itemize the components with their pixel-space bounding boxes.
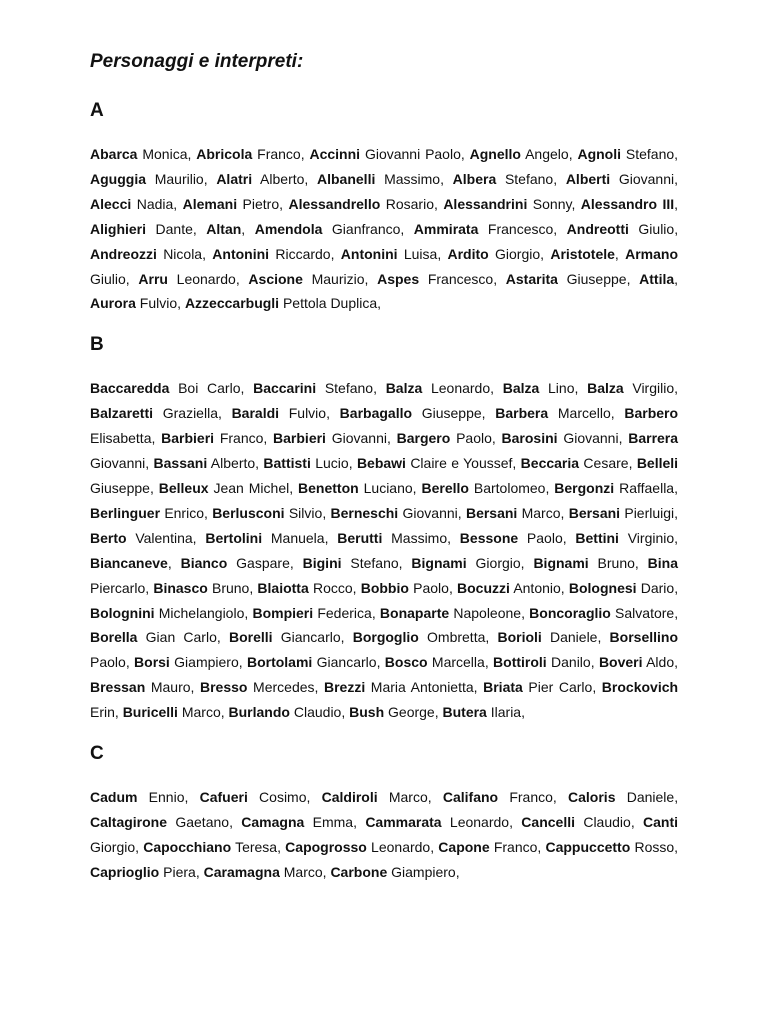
given-name: Marco xyxy=(283,863,323,880)
given-name: Virginio xyxy=(627,529,675,546)
given-name: Piercarlo xyxy=(90,579,146,596)
surname: Berutti xyxy=(337,529,383,546)
surname: Bignami xyxy=(533,554,589,571)
surname: Balza xyxy=(502,380,540,397)
surname: Antonini xyxy=(212,245,270,262)
surname: Aspes xyxy=(377,270,420,287)
given-name: Rosario xyxy=(385,195,434,212)
surname: Bolognini xyxy=(90,604,155,621)
given-name: Manuela xyxy=(270,529,325,546)
section-b xyxy=(90,332,678,725)
given-name: Giancarlo xyxy=(316,654,377,671)
surname: Azzeccarbugli xyxy=(184,295,280,312)
surname: Bolognesi xyxy=(568,579,637,596)
surname: Brockovich xyxy=(601,679,679,696)
surname: Buricelli xyxy=(122,704,178,721)
surname: Amendola xyxy=(254,220,323,237)
surname: Brezzi xyxy=(323,679,366,696)
surname: Burlando xyxy=(228,704,290,721)
given-name: Pettola Duplica xyxy=(282,295,378,312)
section-a xyxy=(90,98,678,316)
given-name: Mauro xyxy=(150,679,191,696)
given-name: Franco xyxy=(509,789,553,806)
given-name: Cosimo xyxy=(259,789,307,806)
given-name: Luisa xyxy=(403,245,438,262)
surname: Barbagallo xyxy=(339,405,413,422)
given-name: Giovanni xyxy=(402,504,458,521)
surname: Cammarata xyxy=(365,813,442,830)
given-name: Nadia xyxy=(136,195,174,212)
surname: Bompieri xyxy=(252,604,314,621)
names-paragraph: Cadum Ennio, Cafueri Cosimo, Caldiroli Marco, Califano Franco, Caloris Daniele, Caltagirone Gaetano, Camagna Emma, Cammarata Leonardo, Cancelli Claudio, Canti Giorgio, Capocchiano Teresa, Capogrosso Leonardo, Capone Franco, Cappuccetto Rosso, Caprioglio Piera, Caramagna Marco, Carbone Giampiero, xyxy=(90,789,679,880)
surname: Alecci xyxy=(90,195,132,212)
given-name: Napoleone xyxy=(453,604,522,621)
surname: Bortolami xyxy=(246,654,313,671)
surname: Cadum xyxy=(90,789,138,806)
surname: Baccaredda xyxy=(90,380,170,397)
surname: Bigini xyxy=(302,554,342,571)
surname: Bocuzzi xyxy=(457,579,510,596)
given-name: Riccardo xyxy=(275,245,331,262)
given-name: Cesare xyxy=(583,455,629,472)
given-name: Marco xyxy=(521,504,561,521)
surname: Battisti xyxy=(263,455,311,472)
surname: Capone xyxy=(438,838,490,855)
given-name: Claudio xyxy=(583,813,631,830)
surname: Alessandrini xyxy=(443,195,528,212)
surname: Boncoraglio xyxy=(529,604,611,621)
given-name: Giuseppe xyxy=(421,405,482,422)
surname: Canti xyxy=(643,813,679,830)
surname: Borsi xyxy=(134,654,170,671)
given-name: Virgilio xyxy=(632,380,675,397)
surname: Armano xyxy=(625,245,679,262)
given-name: Leonardo xyxy=(449,813,510,830)
surname: Bosco xyxy=(384,654,428,671)
given-name: Giorgio xyxy=(495,245,541,262)
surname: Cafueri xyxy=(199,789,248,806)
given-name: Bruno xyxy=(211,579,250,596)
given-name: George xyxy=(388,704,435,721)
given-name: Gian Carlo xyxy=(145,629,217,646)
surname: Bottiroli xyxy=(493,654,547,671)
given-name: Daniele xyxy=(549,629,598,646)
surname: Bertolini xyxy=(205,529,263,546)
surname: Borsellino xyxy=(609,629,679,646)
given-name: Bartolomeo xyxy=(473,479,546,496)
given-name: Luciano xyxy=(363,479,413,496)
surname: Alessandro III xyxy=(580,195,675,212)
given-name: Salvatore xyxy=(615,604,675,621)
given-name: Giovanni xyxy=(331,430,387,447)
surname: Blaiotta xyxy=(257,579,309,596)
surname: Baccarini xyxy=(253,380,317,397)
names-paragraph: Baccaredda Boi Carlo, Baccarini Stefano, Balza Leonardo, Balza Lino, Balza Virgilio, Balzaretti Graziella, Baraldi Fulvio, Barbagallo Giuseppe, Barbera Marcello, Barbero Elisabetta, Barbieri Franco, Barbieri Giovanni, Bargero Paolo, Barosini Giovanni, Barrera Giovanni, Bassani Alberto, Battisti Lucio, Bebawi Claire e Youssef, Beccaria Cesare, Belleli Giuseppe, Belleux Jean Michel, Benetton Luciano, Berello Bartolomeo, Bergonzi Raffaella, Berlinguer Enrico, Berlusconi Silvio, Berneschi Giovanni, Bersani Marco, Bersani Pierluigi, Berto Valentina, Bertolini Manuela, Berutti Massimo, Bessone Paolo, Bettini Virginio, Biancaneve, Bianco Gaspare, Bigini Stefano, Bignami Giorgio, Bignami Bruno, Bina Piercarlo, Binasco Bruno, Blaiotta Rocco, Bobbio Paolo, Bocuzzi Antonio, Bolognesi Dario, Bolognini Michelangiolo, Bompieri Federica, Bonaparte Napoleone, Boncoraglio Salvatore, Borella Gian Carlo, Borelli Giancarlo, Borgoglio Ombretta, Borioli Daniele, Borsellino Paolo, Borsi Giampiero, Bortolami Giancarlo, Bosco Marcella, Bottiroli Danilo, Boveri Aldo, Bressan Mauro, Bresso Mercedes, Brezzi Maria Antonietta, Briata Pier Carlo, Brockovich Erin, Buricelli Marco, Burlando Claudio, Bush George, Butera Ilaria, xyxy=(90,380,679,721)
surname: Andreotti xyxy=(566,220,629,237)
surname: Altan xyxy=(206,220,242,237)
given-name: Massimo xyxy=(391,529,448,546)
given-name: Francesco xyxy=(427,270,494,287)
given-name: Angelo xyxy=(525,146,569,162)
given-name: Nicola xyxy=(163,245,203,262)
given-name: Franco xyxy=(493,838,538,855)
names-paragraph: Abarca Monica, Abricola Franco, Accinni Giovanni Paolo, Agnello Angelo, Agnoli Stefano, Aguggia Maurilio, Alatri Alberto, Albanelli Massimo, Albera Stefano, Alberti Giovanni, Alecci Nadia, Alemani Pietro, Alessandrello Rosario, Alessandrini Sonny, Alessandro III, Alighieri Dante, Altan, Amendola Gianfranco, Ammirata Francesco, Andreotti Giulio, Andreozzi Nicola, Antonini Riccardo, Antonini Luisa, Ardito Giorgio, Aristotele, Armano Giulio, Arru Leonardo, Ascione Maurizio, Aspes Francesco, Astarita Giuseppe, Attila, Aurora Fulvio, Azzeccarbugli Pettola Duplica, xyxy=(90,146,679,312)
given-name: Claudio xyxy=(293,704,342,721)
surname: Bettini xyxy=(575,529,619,546)
given-name: Paolo xyxy=(456,430,492,447)
surname: Alemani xyxy=(182,195,238,212)
given-name: Fulvio xyxy=(288,405,327,422)
given-name: Danilo xyxy=(551,654,591,671)
surname: Bebawi xyxy=(356,455,406,472)
surname: Cappuccetto xyxy=(545,838,631,855)
surname: Barosini xyxy=(501,430,558,447)
surname: Aguggia xyxy=(90,170,146,187)
given-name: Massimo xyxy=(384,170,441,187)
given-name: Silvio xyxy=(288,504,323,521)
surname: Caramagna xyxy=(203,863,280,880)
surname: Barbieri xyxy=(161,430,215,447)
given-name: Giampiero xyxy=(174,654,239,671)
surname: Bush xyxy=(349,704,385,721)
given-name: Giulio xyxy=(90,270,126,287)
surname: Balzaretti xyxy=(90,405,154,422)
given-name: Stefano xyxy=(350,554,399,571)
given-name: Marco xyxy=(181,704,221,721)
section-letter: C xyxy=(90,743,104,765)
surname: Abarca xyxy=(90,146,138,162)
given-name: Giampiero xyxy=(391,863,456,880)
given-name: Monica xyxy=(142,146,188,162)
given-name: Antonio xyxy=(513,579,561,596)
surname: Camagna xyxy=(241,813,305,830)
given-name: Bruno xyxy=(597,554,635,571)
surname: Borgoglio xyxy=(352,629,419,646)
given-name: Dario xyxy=(640,579,675,596)
given-name: Marcello xyxy=(557,405,611,422)
given-name: Teresa xyxy=(235,838,278,855)
given-name: Franco xyxy=(257,146,301,162)
given-name: Lucio xyxy=(315,455,349,472)
given-name: Alberto xyxy=(260,170,305,187)
surname: Barrera xyxy=(628,430,679,447)
given-name: Pierluigi xyxy=(624,504,675,521)
surname: Bessone xyxy=(459,529,519,546)
given-name: Daniele xyxy=(626,789,675,806)
surname: Caloris xyxy=(568,789,616,806)
given-name: Mercedes xyxy=(253,679,315,696)
surname: Barbera xyxy=(495,405,549,422)
surname: Alatri xyxy=(216,170,253,187)
surname: Antonini xyxy=(340,245,398,262)
given-name: Giorgio xyxy=(475,554,521,571)
surname: Caltagirone xyxy=(90,813,168,830)
surname: Bina xyxy=(647,554,679,571)
surname: Borelli xyxy=(228,629,273,646)
given-name: Stefano xyxy=(504,170,554,187)
given-name: Aldo xyxy=(646,654,675,671)
surname: Ascione xyxy=(248,270,303,287)
given-name: Rocco xyxy=(312,579,353,596)
surname: Agnoli xyxy=(577,146,621,162)
surname: Biancaneve xyxy=(90,554,168,571)
given-name: Maurilio xyxy=(154,170,204,187)
surname: Bressan xyxy=(90,679,146,696)
given-name: Paolo xyxy=(90,654,126,671)
given-name: Giancarlo xyxy=(280,629,341,646)
surname: Caprioglio xyxy=(90,863,160,880)
given-name: Valentina xyxy=(135,529,193,546)
surname: Abricola xyxy=(196,146,253,162)
surname: Albera xyxy=(452,170,497,187)
surname: Berlinguer xyxy=(90,504,161,521)
surname: Califano xyxy=(442,789,499,806)
surname: Ardito xyxy=(447,245,489,262)
surname: Capogrosso xyxy=(285,838,367,855)
given-name: Fulvio xyxy=(139,295,178,312)
given-name: Jean Michel xyxy=(213,479,290,496)
given-name: Paolo xyxy=(526,529,563,546)
given-name: Enrico xyxy=(164,504,204,521)
surname: Capocchiano xyxy=(143,838,232,855)
given-name: Ennio xyxy=(148,789,185,806)
surname: Bianco xyxy=(180,554,228,571)
surname: Attila xyxy=(639,270,675,287)
surname: Albanelli xyxy=(317,170,376,187)
given-name: Raffaella xyxy=(619,479,675,496)
given-name: Giovanni Paolo xyxy=(364,146,461,162)
surname: Binasco xyxy=(153,579,208,596)
given-name: Maurizio xyxy=(311,270,365,287)
surname: Alighieri xyxy=(90,220,147,237)
section-letter: A xyxy=(90,100,104,121)
surname: Ammirata xyxy=(413,220,479,237)
surname: Bassani xyxy=(153,455,208,472)
surname: Balza xyxy=(385,380,423,397)
given-name: Graziella xyxy=(162,405,218,422)
given-name: Federica xyxy=(317,604,372,621)
surname: Barbero xyxy=(624,405,679,422)
surname: Agnello xyxy=(469,146,521,162)
given-name: Paolo xyxy=(413,579,449,596)
surname: Bonaparte xyxy=(379,604,450,621)
surname: Accinni xyxy=(309,146,361,162)
given-name: Gianfranco xyxy=(331,220,401,237)
surname: Berto xyxy=(90,529,127,546)
given-name: Dante xyxy=(155,220,193,237)
surname: Borella xyxy=(90,629,138,646)
given-name: Ilaria xyxy=(490,704,522,721)
surname: Bersani xyxy=(465,504,518,521)
given-name: Pietro xyxy=(242,195,280,212)
surname: Cancelli xyxy=(521,813,575,830)
given-name: Giovanni xyxy=(90,455,146,472)
given-name: Giulio xyxy=(638,220,675,237)
surname: Belleux xyxy=(158,479,209,496)
given-name: Francesco xyxy=(487,220,554,237)
given-name: Leonardo xyxy=(176,270,236,287)
given-name: Alberto xyxy=(210,455,256,472)
surname: Berello xyxy=(421,479,469,496)
given-name: Elisabetta xyxy=(90,430,152,447)
given-name: Stefano xyxy=(625,146,675,162)
surname: Aristotele xyxy=(550,245,615,262)
given-name: Leonardo xyxy=(371,838,431,855)
given-name: Franco xyxy=(219,430,264,447)
surname: Alessandrello xyxy=(288,195,381,212)
given-name: Giovanni xyxy=(563,430,619,447)
surname: Arru xyxy=(138,270,168,287)
surname: Balza xyxy=(587,380,624,397)
surname: Bargero xyxy=(396,430,451,447)
surname: Barbieri xyxy=(273,430,326,447)
given-name: Lino xyxy=(548,380,575,397)
surname: Aurora xyxy=(90,295,136,312)
given-name: Ombretta xyxy=(427,629,486,646)
surname: Briata xyxy=(483,679,523,696)
page-title: Personaggi e interpreti: xyxy=(90,51,304,72)
given-name: Sonny xyxy=(532,195,572,212)
given-name: Emma xyxy=(312,813,354,830)
surname: Berlusconi xyxy=(212,504,285,521)
surname: Bresso xyxy=(200,679,248,696)
given-name: Marco xyxy=(388,789,428,806)
given-name: Claire e Youssef xyxy=(410,455,513,472)
surname: Alberti xyxy=(565,170,611,187)
given-name: Maria Antonietta xyxy=(370,679,474,696)
given-name: Giorgio xyxy=(90,838,136,855)
surname: Carbone xyxy=(330,863,388,880)
surname: Bersani xyxy=(568,504,621,521)
surname: Caldiroli xyxy=(321,789,378,806)
surname: Bignami xyxy=(411,554,467,571)
surname: Bobbio xyxy=(360,579,409,596)
section-c xyxy=(90,741,678,885)
given-name: Erin xyxy=(90,704,115,721)
surname: Astarita xyxy=(505,270,558,287)
given-name: Gaetano xyxy=(175,813,230,830)
surname: Beccaria xyxy=(520,455,580,472)
given-name: Piera xyxy=(163,863,196,880)
given-name: Marcella xyxy=(431,654,485,671)
surname: Andreozzi xyxy=(90,245,157,262)
given-name: Giovanni xyxy=(618,170,675,187)
given-name: Gaspare xyxy=(236,554,290,571)
given-name: Stefano xyxy=(324,380,374,397)
given-name: Pier Carlo xyxy=(528,679,593,696)
given-name: Boi Carlo xyxy=(178,380,241,397)
given-name: Leonardo xyxy=(430,380,491,397)
surname: Boveri xyxy=(598,654,643,671)
given-name: Giuseppe xyxy=(566,270,627,287)
section-letter: B xyxy=(90,334,104,356)
given-name: Rosso xyxy=(634,838,675,855)
surname: Baraldi xyxy=(231,405,280,422)
surname: Borioli xyxy=(497,629,542,646)
given-name: Michelangiolo xyxy=(158,604,245,621)
surname: Belleli xyxy=(636,455,679,472)
surname: Benetton xyxy=(298,479,359,496)
surname: Butera xyxy=(442,704,487,721)
given-name: Giuseppe xyxy=(90,479,150,496)
surname: Berneschi xyxy=(330,504,399,521)
surname: Bergonzi xyxy=(554,479,615,496)
document-page xyxy=(90,48,678,901)
